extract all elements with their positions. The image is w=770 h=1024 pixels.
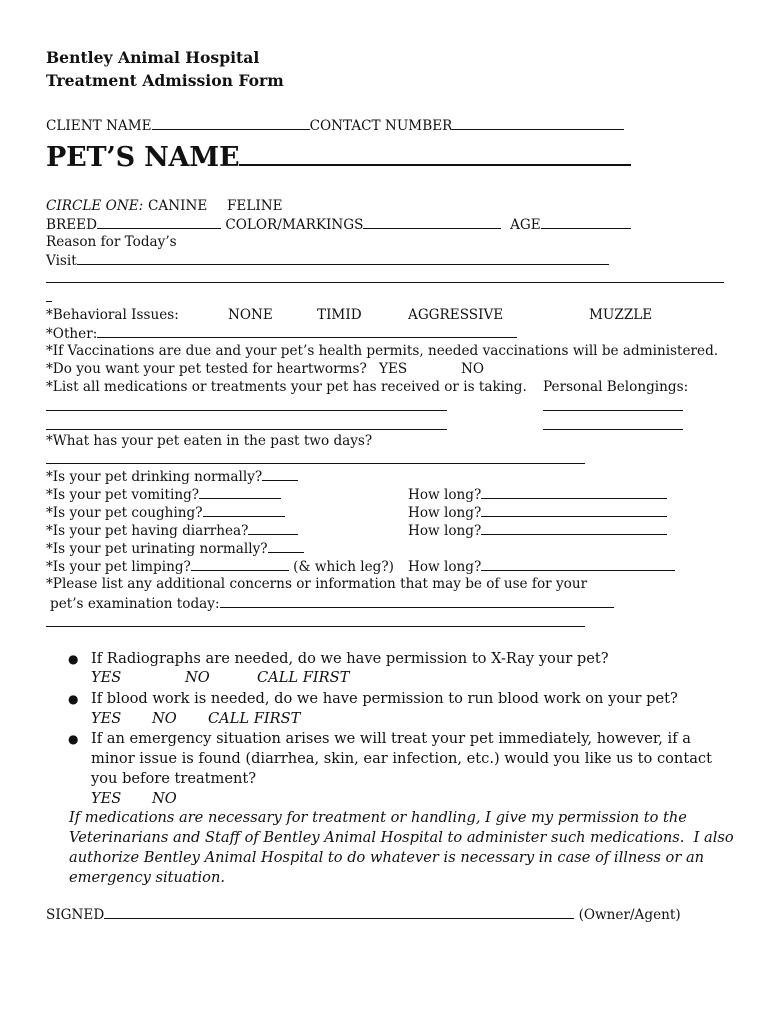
reason-label-1: Reason for Today’s [46,234,177,250]
limping-how-long-row [408,557,675,576]
vomiting-row [46,485,281,504]
diarrhea-how-long-field[interactable] [481,521,667,535]
species-row [46,197,143,215]
age-label: AGE [510,217,541,233]
urinating-row [46,539,304,558]
coughing-question: *Is your pet coughing? [46,505,203,521]
client-row [46,116,624,135]
concerns-field[interactable] [220,594,614,608]
bullet-icon: ● [68,652,79,666]
concerns-field-2[interactable] [46,626,585,627]
vaccination-note: *If Vaccinations are due and your pet’s health permits, needed vaccinations will be administered. [46,343,719,359]
other-row [46,324,517,343]
owner-agent-label: (Owner/Agent) [578,907,681,923]
behavior-timid[interactable]: TIMID [317,307,362,323]
emergency-line-1: If an emergency situation arises we will treat your pet immediately, however, if a [91,730,691,747]
reason-field[interactable] [77,251,609,265]
reason-field-line-2[interactable] [46,282,724,283]
eaten-label: *What has your pet eaten in the past two days? [46,433,373,449]
eaten-field[interactable] [46,463,585,464]
other-label: *Other: [46,326,98,342]
contact-number-label: CONTACT NUMBER [309,118,453,134]
concerns-row [50,594,614,613]
how-long-label: How long? [408,559,482,575]
behavior-muzzle[interactable]: MUZZLE [589,307,653,323]
heartworm-yes[interactable]: YES [379,361,408,377]
bloodwork-call-first[interactable]: CALL FIRST [208,710,301,727]
drinking-row [46,467,298,486]
belongings-label: Personal Belongings: [543,379,689,395]
how-long-label: How long? [408,505,482,521]
heartworm-question: *Do you want your pet tested for heartworms? [46,361,367,377]
coughing-field[interactable] [203,503,285,517]
bloodwork-no[interactable]: NO [152,710,177,727]
breed-label: BREED [46,217,97,233]
consent-line-3: authorize Bentley Animal Hospital to do whatever is necessary in case of illness or an [69,849,705,866]
coughing-how-long-field[interactable] [481,503,667,517]
limping-row [46,557,394,576]
signature-row [46,905,681,924]
radiographs-yes[interactable]: YES [91,669,122,686]
behavior-aggressive[interactable]: AGGRESSIVE [408,307,504,323]
bullet-icon: ● [68,732,79,746]
circle-one-label: CIRCLE ONE: [46,198,144,214]
signature-field[interactable] [104,905,574,919]
radiographs-no[interactable]: NO [185,669,210,686]
breed-field[interactable] [97,215,221,229]
how-long-label: How long? [408,487,482,503]
emergency-yes[interactable]: YES [91,790,122,807]
which-leg-label: (& which leg?) [293,559,394,575]
color-field[interactable] [363,215,501,229]
pet-name-field[interactable] [239,138,631,166]
diarrhea-how-long-row [408,521,667,540]
behavior-label: *Behavioral Issues: [46,307,179,323]
drinking-field[interactable] [262,467,298,481]
contact-number-field[interactable] [452,116,624,130]
urinating-question: *Is your pet urinating normally? [46,541,268,557]
heartworm-no[interactable]: NO [461,361,485,377]
diarrhea-question: *Is your pet having diarrhea? [46,523,249,539]
medications-field-1[interactable] [46,410,447,411]
concerns-label-1: *Please list any additional concerns or information that may be of use for your [46,576,588,592]
pet-name-label: PET’S NAME [46,142,240,173]
emergency-line-3: you before treatment? [91,770,257,787]
color-label: COLOR/MARKINGS [225,217,364,233]
age-field[interactable] [541,215,631,229]
reason-row [46,251,609,270]
diarrhea-field[interactable] [248,521,298,535]
signed-label: SIGNED [46,907,105,923]
how-long-label: How long? [408,523,482,539]
diarrhea-row [46,521,298,540]
bullet-icon: ● [68,692,79,706]
client-name-field[interactable] [152,116,310,130]
option-canine[interactable]: CANINE [148,198,208,214]
vomiting-how-long-row [408,485,667,504]
behavior-none[interactable]: NONE [228,307,273,323]
drinking-question: *Is your pet drinking normally? [46,469,263,485]
limping-field[interactable] [191,557,289,571]
radiographs-call-first[interactable]: CALL FIRST [257,669,350,686]
emergency-line-2: minor issue is found (diarrhea, skin, ear infection, etc.) would you like us to contact [91,750,712,767]
form-title: Treatment Admission Form [46,71,284,90]
emergency-no[interactable]: NO [152,790,177,807]
vomiting-field[interactable] [199,485,281,499]
urinating-field[interactable] [268,539,304,553]
coughing-how-long-row [408,503,667,522]
belongings-field-1[interactable] [543,410,683,411]
hospital-name: Bentley Animal Hospital [46,48,260,67]
coughing-row [46,503,285,522]
concerns-label-2: pet’s examination today: [50,596,220,612]
vomiting-question: *Is your pet vomiting? [46,487,200,503]
consent-line-4: emergency situation. [69,869,225,886]
client-name-label: CLIENT NAME [46,118,152,134]
limping-how-long-field[interactable] [481,557,675,571]
limping-question: *Is your pet limping? [46,559,191,575]
bloodwork-yes[interactable]: YES [91,710,122,727]
consent-line-2: Veterinarians and Staff of Bentley Animal Hospital to administer such medications. I also [69,829,734,846]
radiographs-question: If Radiographs are needed, do we have permission to X-Ray your pet? [91,650,609,667]
other-field[interactable] [97,324,517,338]
bloodwork-question: If blood work is needed, do we have permission to run blood work on your pet? [91,690,678,707]
option-feline[interactable]: FELINE [227,198,283,214]
vomiting-how-long-field[interactable] [481,485,667,499]
breed-row [46,215,631,234]
reason-label-2: Visit [46,253,77,269]
consent-line-1: If medications are necessary for treatment or handling, I give my permission to the [69,809,687,826]
medications-field-2[interactable] [46,429,447,430]
reason-field-line-3 [46,301,52,302]
pet-name-row [46,138,631,175]
medications-label: *List all medications or treatments your pet has received or is taking. [46,379,527,395]
belongings-field-2[interactable] [543,429,683,430]
